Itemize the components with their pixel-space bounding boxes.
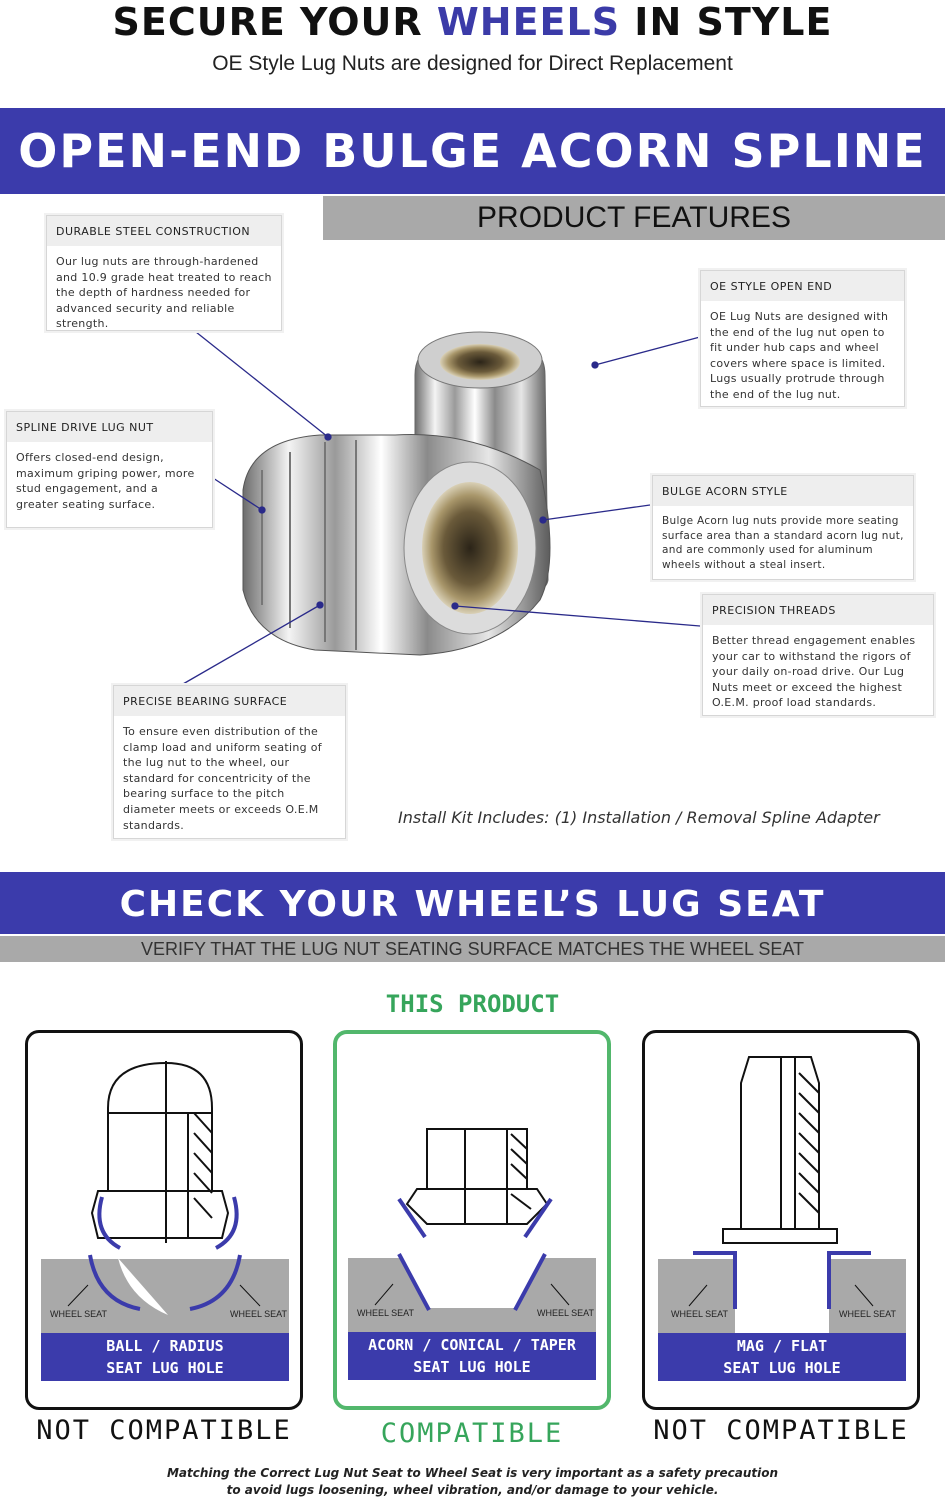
feature-box-bearing-surface <box>113 685 346 839</box>
seat-type-line2: SEAT LUG HOLE <box>413 1358 531 1376</box>
feature-box-precision-threads <box>702 594 934 716</box>
seat-type-label <box>348 1332 596 1380</box>
wheel-seat-label: WHEEL SEAT <box>839 1309 897 1319</box>
product-features-header: PRODUCT FEATURES <box>323 196 945 240</box>
feature-title: OE STYLE OPEN END <box>701 271 904 301</box>
seat-type-line1: ACORN / CONICAL / TAPER <box>368 1336 576 1354</box>
feature-box-oe-open-end <box>700 270 905 407</box>
lug-seat-title-band: CHECK YOUR WHEEL’S LUG SEAT <box>0 872 945 934</box>
feature-body: Our lug nuts are through-hardened and 10.9 grade heat treated to reach the depth of hardness needed for advanced security and reliable strength. <box>56 255 272 331</box>
feature-title: BULGE ACORN STYLE <box>653 476 913 506</box>
feature-body: Bulge Acorn lug nuts provide more seating surface area than a standard acorn lug nut, and are commonly used for aluminum wheels without a steal insert. <box>662 515 904 571</box>
feature-box-bulge-acorn <box>652 475 914 580</box>
safety-footnote-line2: to avoid lugs loosening, wheel vibration, and/or damage to your vehicle. <box>226 1483 719 1497</box>
lug-seat-subtitle: VERIFY THAT THE LUG NUT SEATING SURFACE MATCHES THE WHEEL SEAT <box>0 936 945 962</box>
seat-type-line1: MAG / FLAT <box>736 1337 828 1355</box>
seat-type-line1: BALL / RADIUS <box>106 1337 224 1355</box>
feature-body: Offers closed-end design, maximum griping power, more stud engagement, and a greater seating surface. <box>16 451 195 511</box>
headline-part: SECURE YOUR <box>112 0 437 44</box>
wheel-seat-label: WHEEL SEAT <box>671 1309 729 1319</box>
headline-subtitle: OE Style Lug Nuts are designed for Direct Replacement <box>212 52 733 75</box>
install-kit-note: Install Kit Includes: (1) Installation / Removal Spline Adapter <box>398 808 880 827</box>
feature-title: PRECISE BEARING SURFACE <box>114 686 345 716</box>
safety-footnote-line1: Matching the Correct Lug Nut Seat to Wheel Seat is very important as a safety precaution <box>166 1466 779 1480</box>
feature-body: Better thread engagement enables your car to withstand the rigors of your daily on-road drive. Our Lug Nuts meet or exceed the highest O.E.M. proof load standards. <box>712 634 916 710</box>
feature-box-spline-drive <box>6 411 213 528</box>
seat-card-ball-radius <box>25 1030 303 1410</box>
seat-type-label <box>658 1333 906 1381</box>
feature-title: PRECISION THREADS <box>703 595 933 625</box>
wheel-seat-label: WHEEL SEAT <box>50 1309 108 1319</box>
safety-footnote <box>0 1465 945 1499</box>
seat-type-line2: SEAT LUG HOLE <box>106 1359 224 1377</box>
seat-type-label <box>41 1333 289 1381</box>
seat-card-acorn-conical <box>333 1030 611 1410</box>
compatibility-status: COMPATIBLE <box>380 1418 564 1449</box>
feature-title: DURABLE STEEL CONSTRUCTION <box>47 216 281 246</box>
compatibility-status: NOT COMPATIBLE <box>36 1415 292 1446</box>
feature-body: OE Lug Nuts are designed with the end of the lug nut open to fit under hub caps and wheel covers where space is limited. Lugs usually protrude through the end of the lug nut. <box>710 310 889 401</box>
wheel-seat-label: WHEEL SEAT <box>537 1308 595 1318</box>
feature-box-durable-steel <box>46 215 282 331</box>
wheel-seat-label: WHEEL SEAT <box>357 1308 415 1318</box>
feature-title: SPLINE DRIVE LUG NUT <box>7 412 212 442</box>
feature-body: To ensure even distribution of the clamp load and uniform seating of the lug nut to the wheel, our standard for concentricity of the bearing surface to the pitch diameter meets or exceeds O.E.M standards. <box>123 725 322 832</box>
headline-highlight: WHEELS <box>436 0 621 44</box>
product-title-band: OPEN-END BULGE ACORN SPLINE <box>0 108 945 194</box>
seat-card-mag-flat <box>642 1030 920 1410</box>
compatibility-status: NOT COMPATIBLE <box>653 1415 909 1446</box>
this-product-label: THIS PRODUCT <box>385 990 560 1018</box>
wheel-seat-label: WHEEL SEAT <box>230 1309 288 1319</box>
headline-part: IN STYLE <box>620 0 833 44</box>
seat-type-line2: SEAT LUG HOLE <box>723 1359 841 1377</box>
